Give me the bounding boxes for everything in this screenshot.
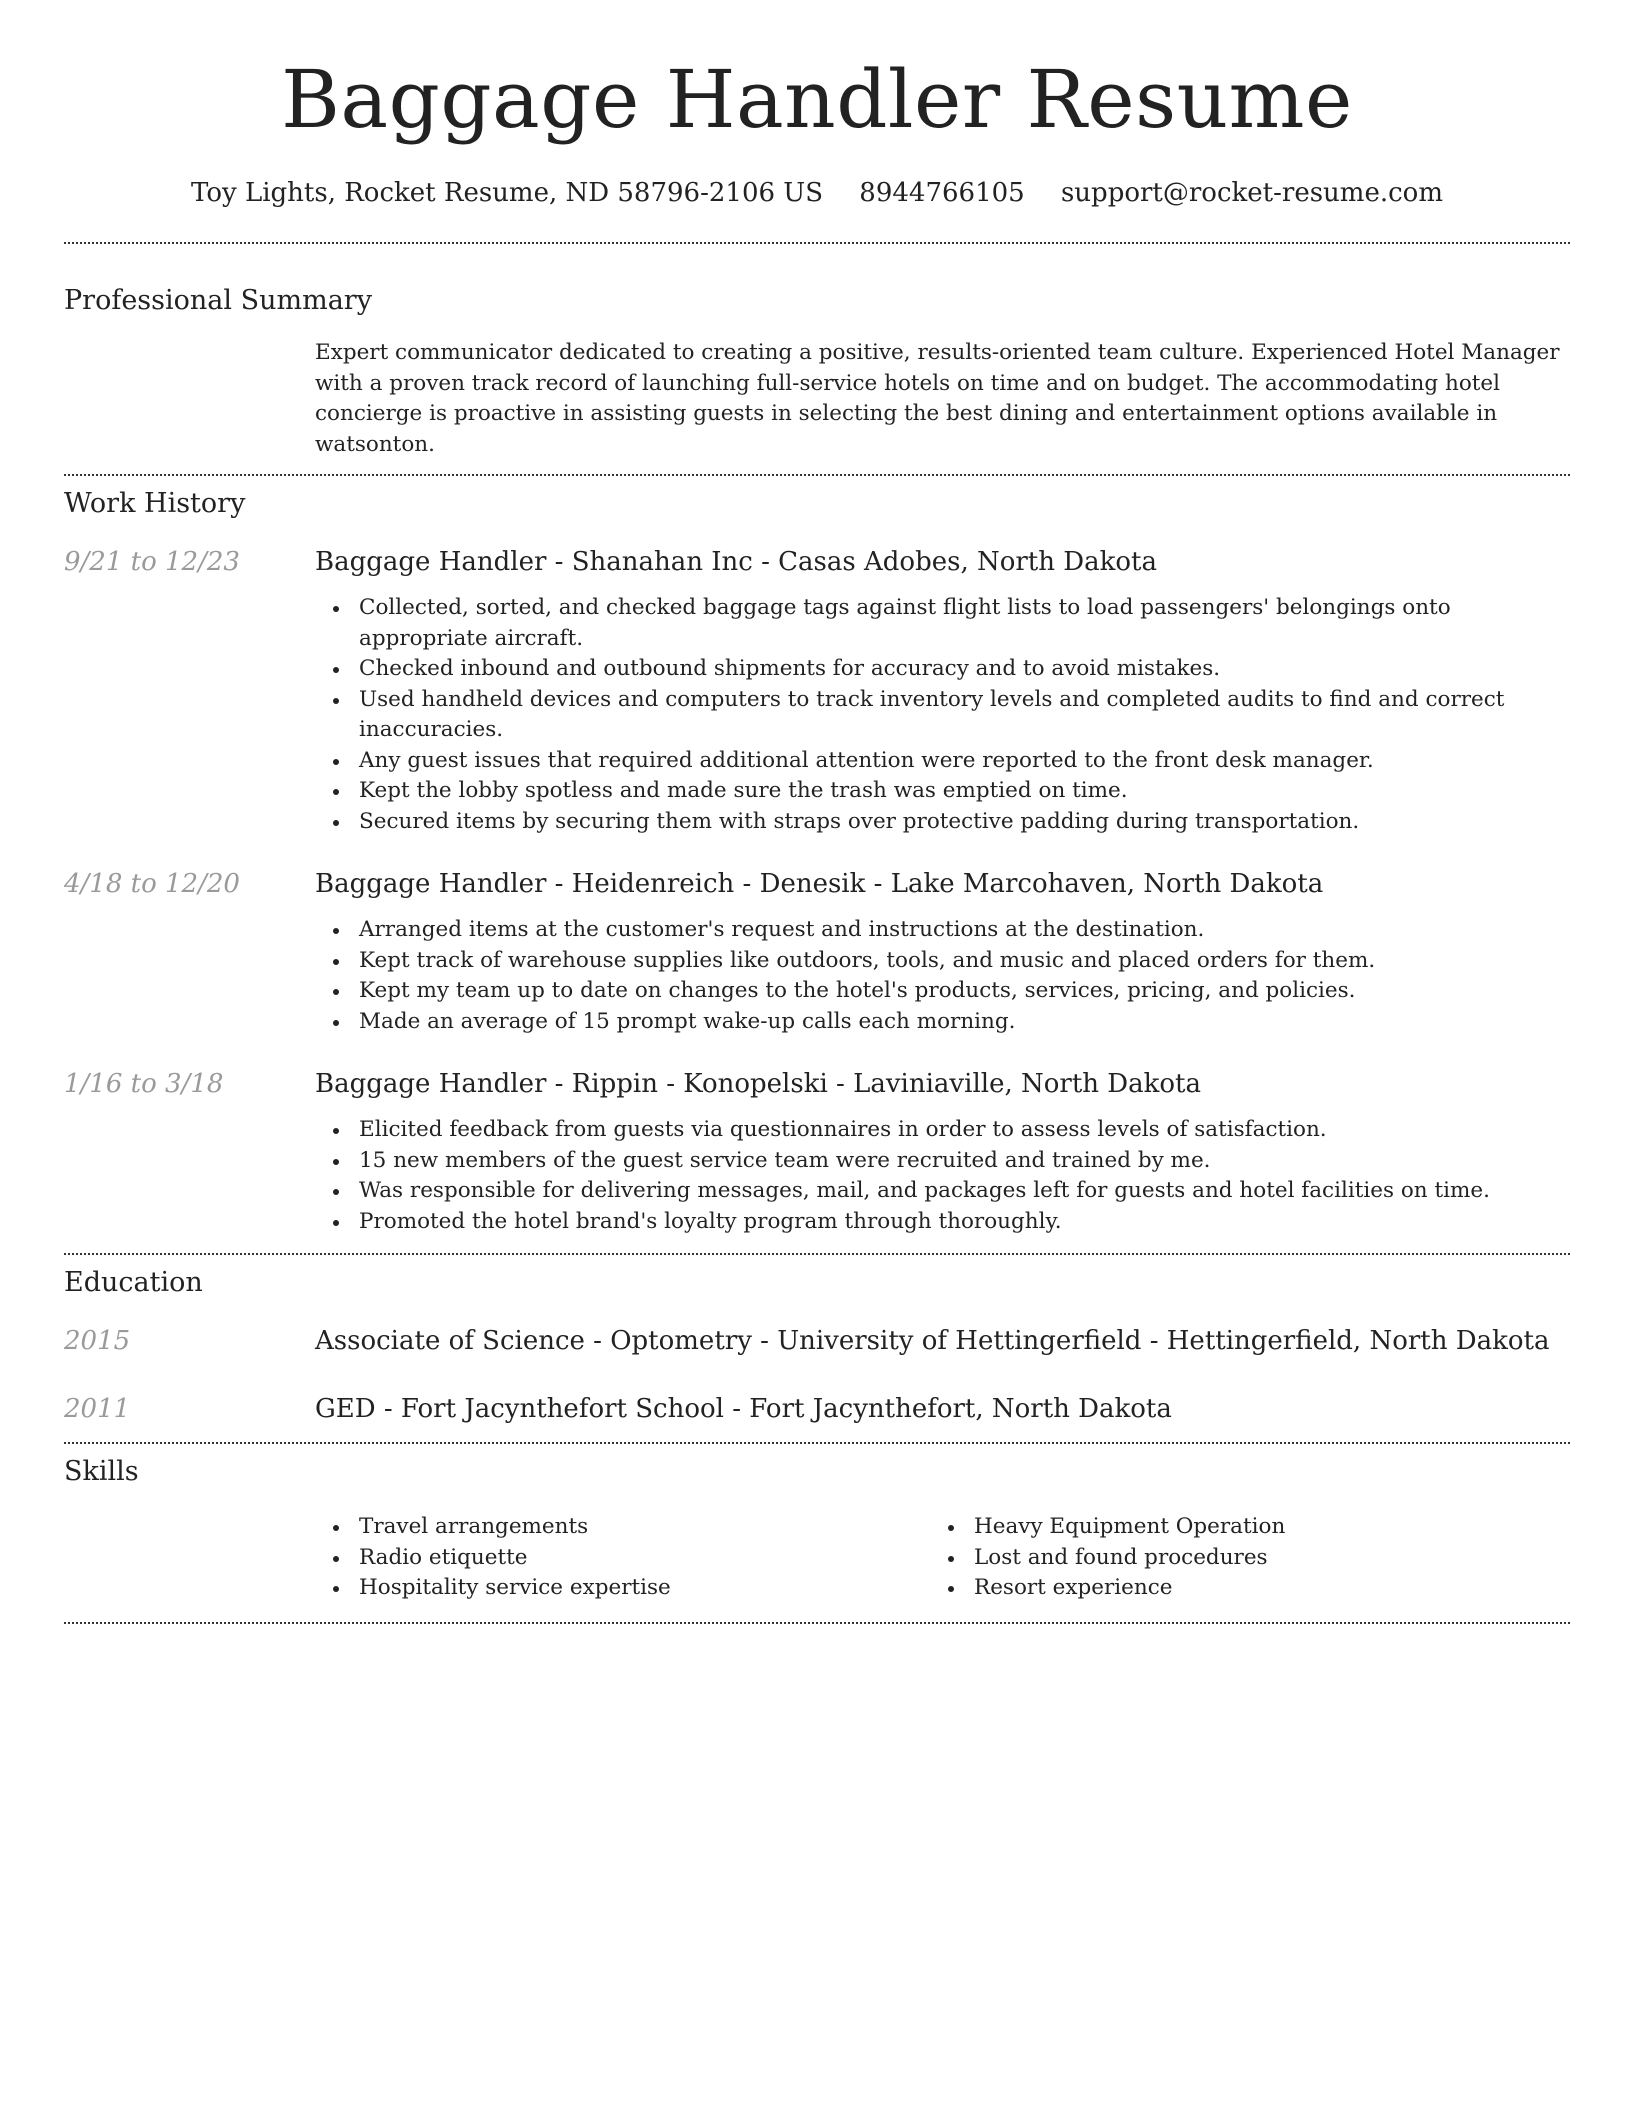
contact-line <box>64 176 1570 210</box>
skills-column <box>930 1512 1545 1604</box>
work-history-section <box>64 487 1570 1237</box>
job-duties <box>315 593 1570 837</box>
summary-text: Expert communicator dedicated to creating a positive, results-oriented team culture. Experienced Hotel Manager with a proven track record of launching full-service hotels on time and on budget. The accommodating hotel concierge is proactive in assisting guests in selecting the best dining and entertainment options available in watsonton. <box>315 340 1560 457</box>
job-entry <box>64 867 1570 1037</box>
education-detail: GED - Fort Jacynthefort School - Fort Jacynthefort, North Dakota <box>315 1394 1172 1424</box>
divider <box>64 474 1570 476</box>
job-entry <box>64 545 1570 837</box>
section-title-summary: Professional Summary <box>64 285 372 316</box>
education-section <box>64 1266 1570 1426</box>
list-item: Arranged items at the customer's request and instructions at the destination. <box>315 915 1570 946</box>
skills-section <box>64 1455 1570 1604</box>
list-item: Travel arrangements <box>315 1512 930 1543</box>
list-item: Made an average of 15 prompt wake-up calls each morning. <box>315 1007 1570 1038</box>
contact-address: Toy Lights, Rocket Resume, ND 58796-2106 US <box>191 178 824 208</box>
job-dates: 4/18 to 12/20 <box>64 869 240 899</box>
divider <box>64 1253 1570 1255</box>
section-title-education: Education <box>64 1267 203 1298</box>
list-item: Collected, sorted, and checked baggage tags against flight lists to load passengers' belongings onto appropriate aircraft. <box>315 593 1570 654</box>
summary-section <box>64 284 1570 460</box>
list-item: Elicited feedback from guests via questionnaires in order to assess levels of satisfaction. <box>315 1115 1570 1146</box>
section-title-work: Work History <box>64 488 246 519</box>
job-title: Baggage Handler - Rippin - Konopelski - Laviniaville, North Dakota <box>315 1069 1201 1099</box>
list-item: 15 new members of the guest service team were recruited and trained by me. <box>315 1146 1570 1177</box>
education-year: 2011 <box>64 1394 131 1424</box>
education-entry <box>64 1324 1570 1358</box>
education-detail: Associate of Science - Optometry - University of Hettingerfield - Hettingerfield, North Dakota <box>315 1326 1550 1356</box>
divider <box>64 1442 1570 1444</box>
list-item: Kept track of warehouse supplies like outdoors, tools, and music and placed orders for them. <box>315 946 1570 977</box>
list-item: Was responsible for delivering messages, mail, and packages left for guests and hotel facilities on time. <box>315 1176 1570 1207</box>
job-duties <box>315 1115 1570 1237</box>
resume-page <box>64 0 1570 1624</box>
list-item: Used handheld devices and computers to track inventory levels and completed audits to find and correct inaccuracies. <box>315 685 1570 746</box>
list-item: Kept my team up to date on changes to the hotel's products, services, pricing, and policies. <box>315 976 1570 1007</box>
job-title: Baggage Handler - Heidenreich - Denesik - Lake Marcohaven, North Dakota <box>315 869 1324 899</box>
list-item: Resort experience <box>930 1573 1545 1604</box>
list-item: Hospitality service expertise <box>315 1573 930 1604</box>
list-item: Heavy Equipment Operation <box>930 1512 1545 1543</box>
list-item: Any guest issues that required additional attention were reported to the front desk manager. <box>315 746 1570 777</box>
list-item: Kept the lobby spotless and made sure the trash was emptied on time. <box>315 776 1570 807</box>
job-dates: 9/21 to 12/23 <box>64 547 240 577</box>
skills-column <box>315 1512 930 1604</box>
job-duties <box>315 915 1570 1037</box>
skills-list <box>315 1498 1570 1604</box>
resume-title: Baggage Handler Resume <box>281 53 1353 146</box>
list-item: Secured items by securing them with straps over protective padding during transportation. <box>315 807 1570 838</box>
education-year: 2015 <box>64 1326 131 1356</box>
divider <box>64 1622 1570 1624</box>
divider <box>64 242 1570 244</box>
job-title: Baggage Handler - Shanahan Inc - Casas Adobes, North Dakota <box>315 547 1157 577</box>
list-item: Promoted the hotel brand's loyalty program through thoroughly. <box>315 1207 1570 1238</box>
job-dates: 1/16 to 3/18 <box>64 1069 224 1099</box>
list-item: Lost and found procedures <box>930 1543 1545 1574</box>
job-entry <box>64 1067 1570 1237</box>
list-item: Radio etiquette <box>315 1543 930 1574</box>
contact-phone: 8944766105 <box>859 178 1025 208</box>
list-item: Checked inbound and outbound shipments for accuracy and to avoid mistakes. <box>315 654 1570 685</box>
contact-email: support@rocket-resume.com <box>1060 178 1443 208</box>
education-entry <box>64 1392 1570 1426</box>
section-title-skills: Skills <box>64 1456 139 1487</box>
